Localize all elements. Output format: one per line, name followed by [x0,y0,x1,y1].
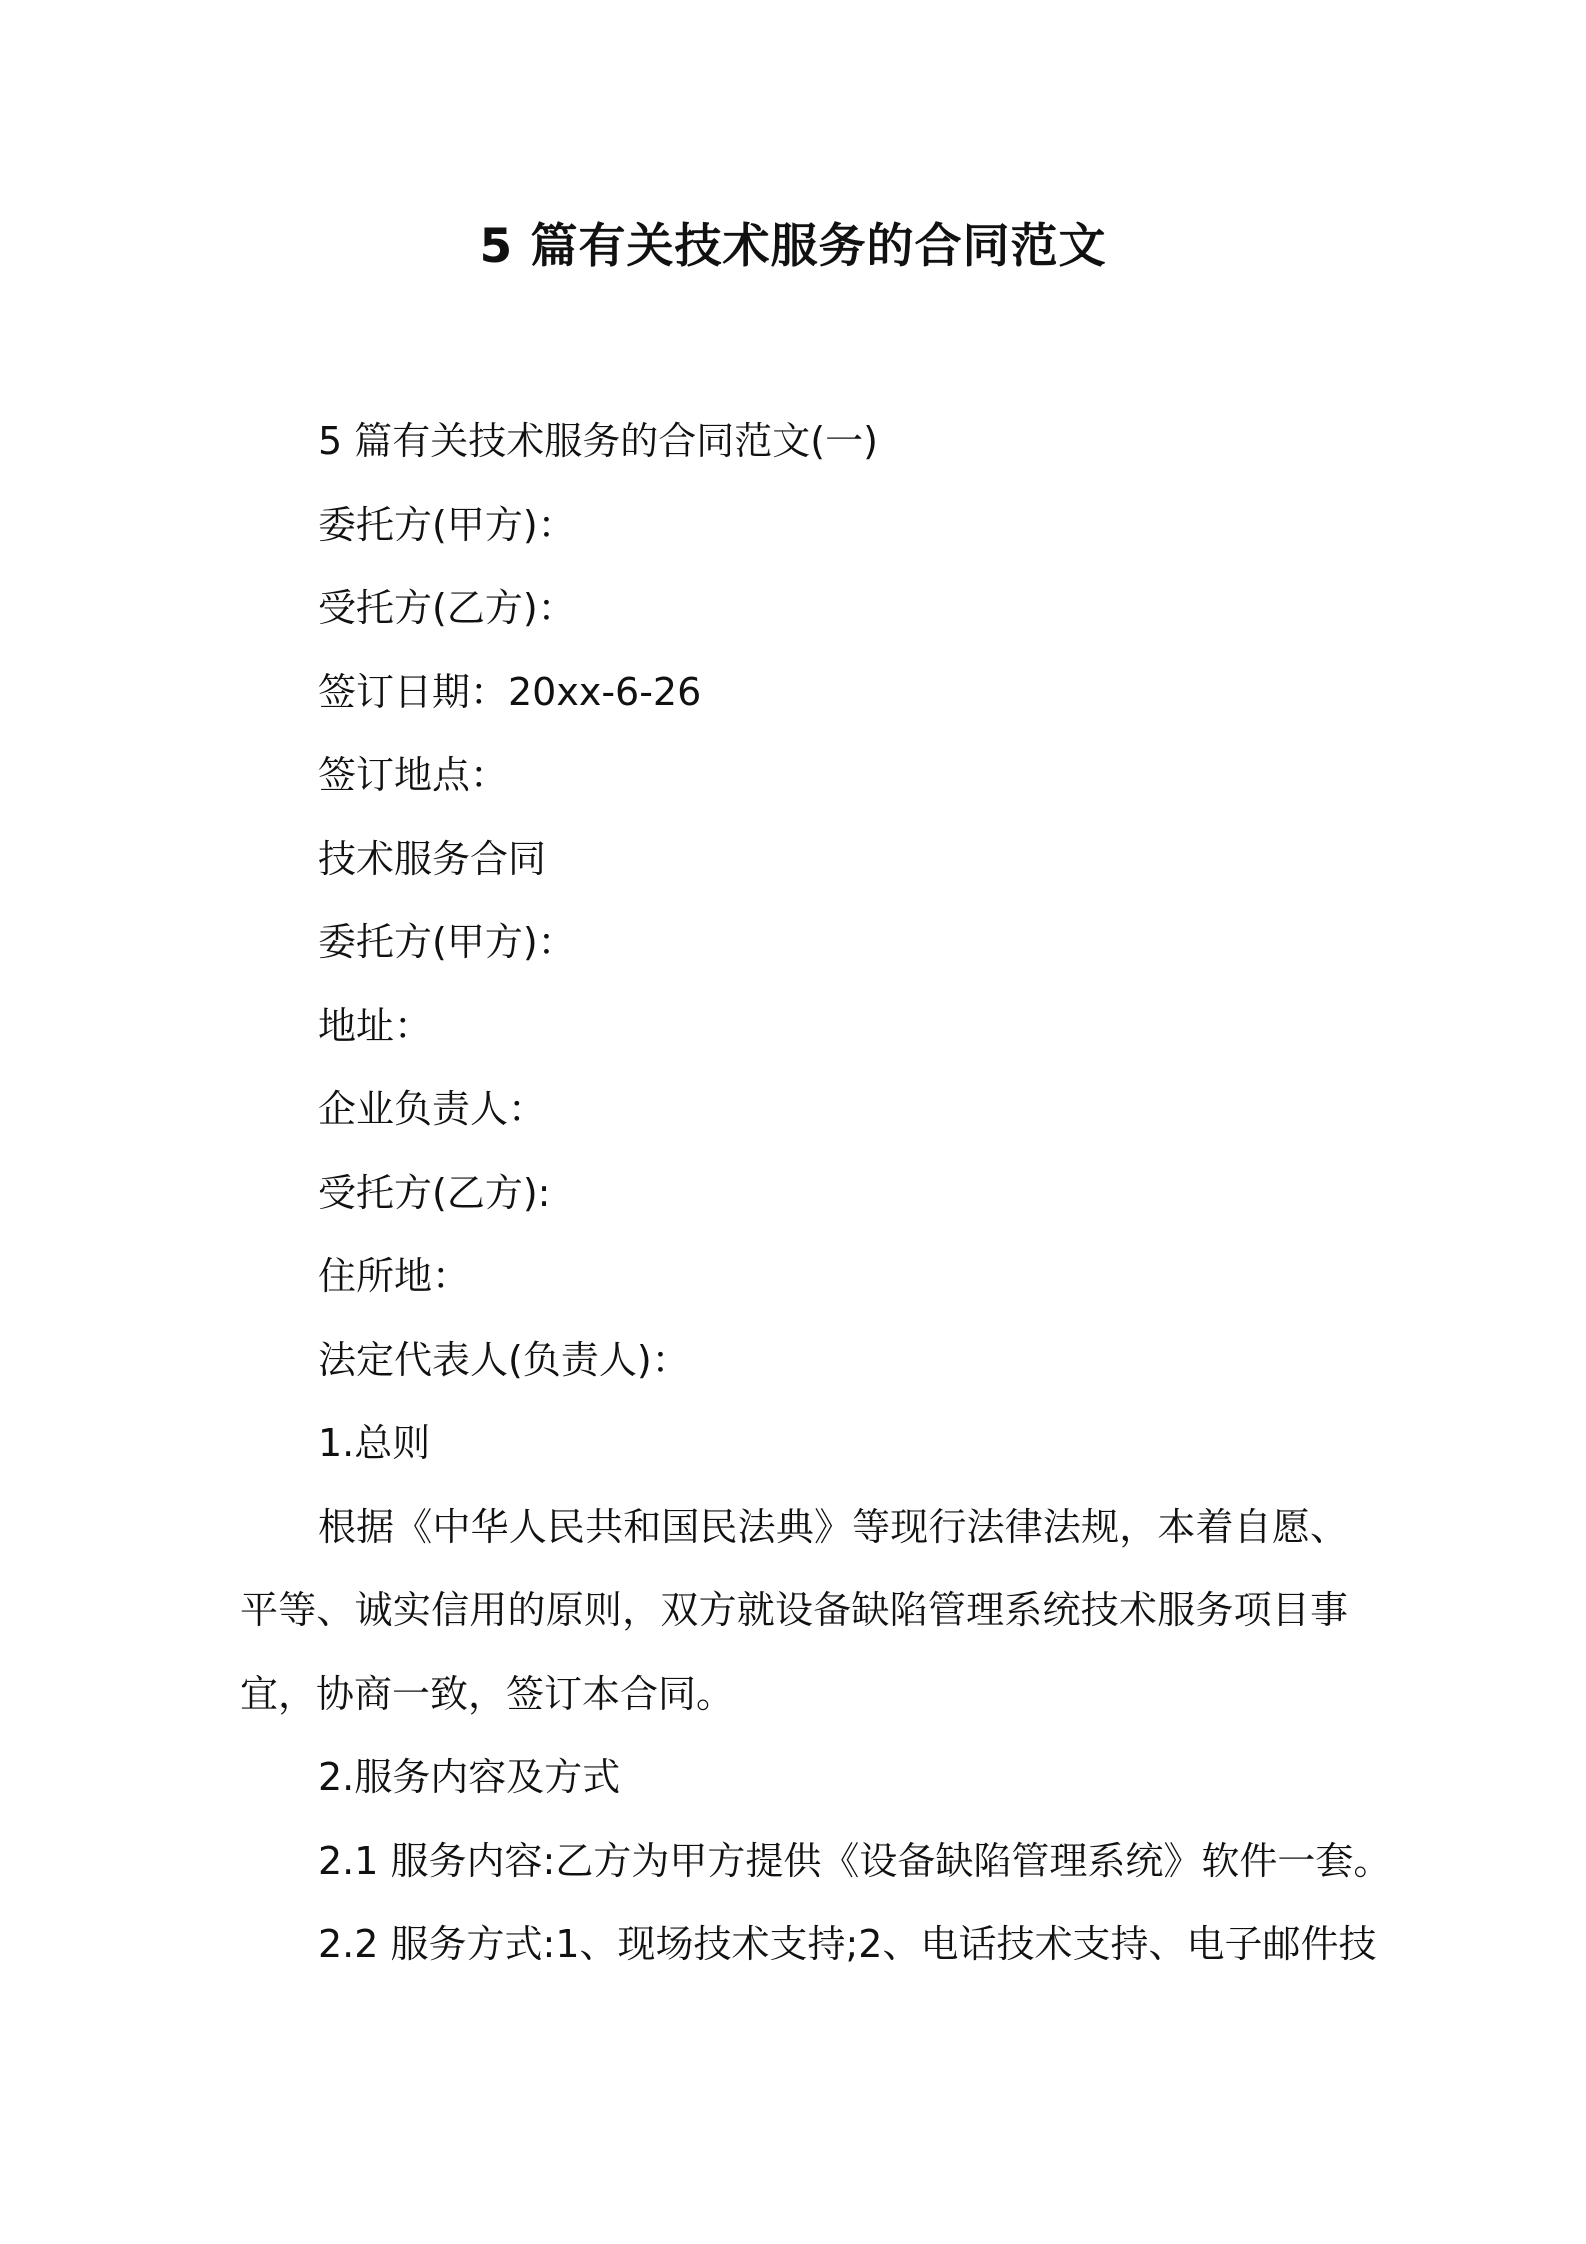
signing-place: 签订地点： [318,753,509,797]
signing-date: 签订日期：20xx-6-26 [318,669,702,714]
client-party-label: 委托方(甲方)： [318,502,576,547]
service-content-clause: 2.1 服务内容:乙方为甲方提供《设备缺陷管理系统》软件一套。 [318,1838,1392,1883]
enterprise-head-label: 企业负责人： [318,1087,547,1131]
contractor-party-label: 受托方(乙方)： [318,586,576,630]
client-party-label-2: 委托方(甲方)： [318,920,576,964]
general-provisions-heading: 1.总则 [318,1421,431,1465]
contract-name: 技术服务合同 [318,836,547,881]
address-label: 地址： [318,1003,433,1048]
domicile-label: 住所地： [318,1254,471,1298]
document-body [240,400,1392,1987]
service-content-heading: 2.服务内容及方式 [318,1755,621,1799]
service-method-clause: 2.2 服务方式:1、现场技术支持;2、电话技术支持、电子邮件技 [318,1922,1377,1966]
legal-representative-label: 法定代表人(负责人)： [318,1337,690,1382]
contractor-party-label-2: 受托方(乙方): [318,1170,551,1215]
general-provisions-paragraph: 根据《中华人民共和国民法典》等现行法律法规，本着自愿、平等、诚实信用的原则，双方就设备缺陷管理系统技术服务项目事宜，协商一致，签订本合同。 [240,1504,1348,1716]
section-heading: 5 篇有关技术服务的合同范文(一) [318,419,878,463]
document-title: 5 篇有关技术服务的合同范文 [479,219,1107,274]
